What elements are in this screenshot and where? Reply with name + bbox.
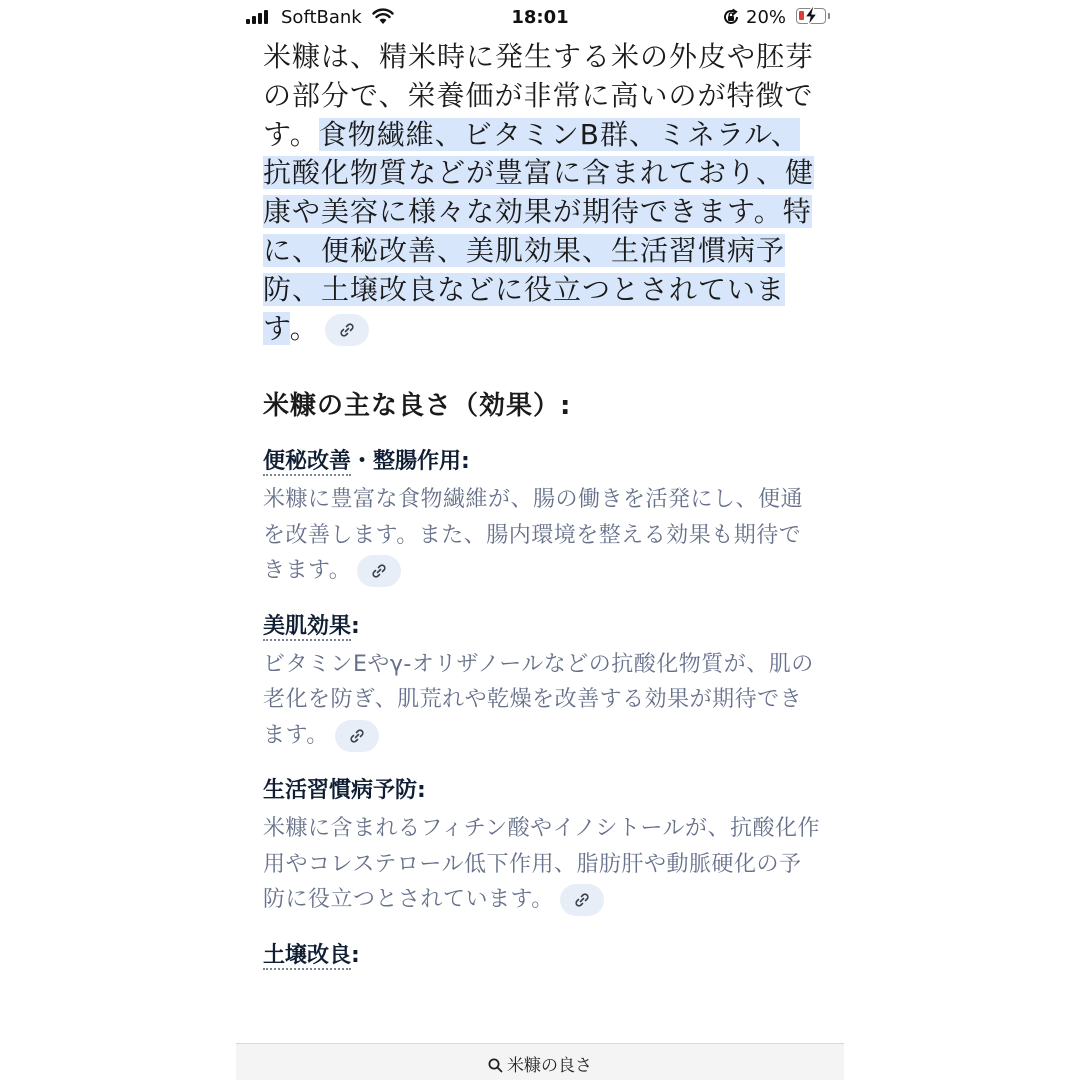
highlighted-text: 特に、便秘改善、美肌効果、生活習慣病予防、土壌改良などに役立つとされています	[263, 195, 812, 345]
link-icon	[574, 892, 590, 908]
status-bar	[236, 0, 844, 36]
item-title-term[interactable]: 便秘改善	[263, 449, 352, 475]
intro-paragraph	[263, 38, 823, 348]
status-time: 18:01	[511, 7, 569, 28]
charging-bolt-icon	[802, 5, 820, 27]
link-icon	[371, 563, 387, 579]
battery-percent: 20%	[746, 7, 787, 28]
item-title: 便秘改善・整腸作用:	[263, 449, 470, 475]
highlighted-text: 食物繊維、ビタミンB群、ミネラル、抗酸化物質などが豊富に含まれており、健康や美容に様々な効果が期待できます。	[263, 117, 815, 229]
item-body: 米糠に含まれるフィチン酸やイノシトールが、抗酸化作用やコレステロール低下作用、脂肪肝や動脈硬化の予防に役立つとされています。	[263, 811, 823, 918]
citation-link-button[interactable]	[357, 555, 401, 587]
citation-link-button[interactable]	[335, 720, 379, 752]
item-title: 美肌効果:	[263, 613, 360, 639]
phone-screen	[236, 0, 844, 1080]
answer-content	[263, 38, 823, 976]
search-query-display[interactable]	[236, 1051, 844, 1076]
search-icon	[488, 1058, 503, 1073]
item-title: 生活習慣病予防:	[263, 778, 426, 804]
battery-tip	[828, 13, 830, 19]
search-query-text: 米糠の良さ	[507, 1056, 592, 1076]
section-title: 米糠の主な良さ（効果）:	[263, 391, 572, 422]
intro-text: 米糠は、精米時に発生する米の外皮や胚芽の部分で、栄養価が非常に高いのが特徴です。	[263, 40, 815, 151]
carrier-name: SoftBank	[281, 7, 362, 28]
item-title: 土壌改良:	[263, 942, 360, 968]
link-icon	[349, 728, 365, 744]
item-title-term[interactable]: 美肌効果	[263, 613, 352, 639]
citation-link-button[interactable]	[560, 884, 604, 916]
item-title-term[interactable]: 土壌改良	[263, 942, 352, 968]
intro-end: 。	[289, 311, 319, 345]
rotation-lock-icon	[722, 8, 740, 26]
item-body: 米糠に豊富な食物繊維が、腸の働きを活発にし、便通を改善します。また、腸内環境を整える効果も期待できます。	[263, 482, 823, 589]
bottom-search-bar[interactable]	[236, 1043, 844, 1080]
citation-link-button[interactable]	[325, 314, 369, 346]
link-icon	[339, 322, 355, 338]
item-title-term: 生活習慣病予防	[263, 778, 418, 804]
item-body: ビタミンEやγ-オリザノールなどの抗酸化物質が、肌の老化を防ぎ、肌荒れや乾燥を改善する効果が期待できます。	[263, 647, 823, 754]
